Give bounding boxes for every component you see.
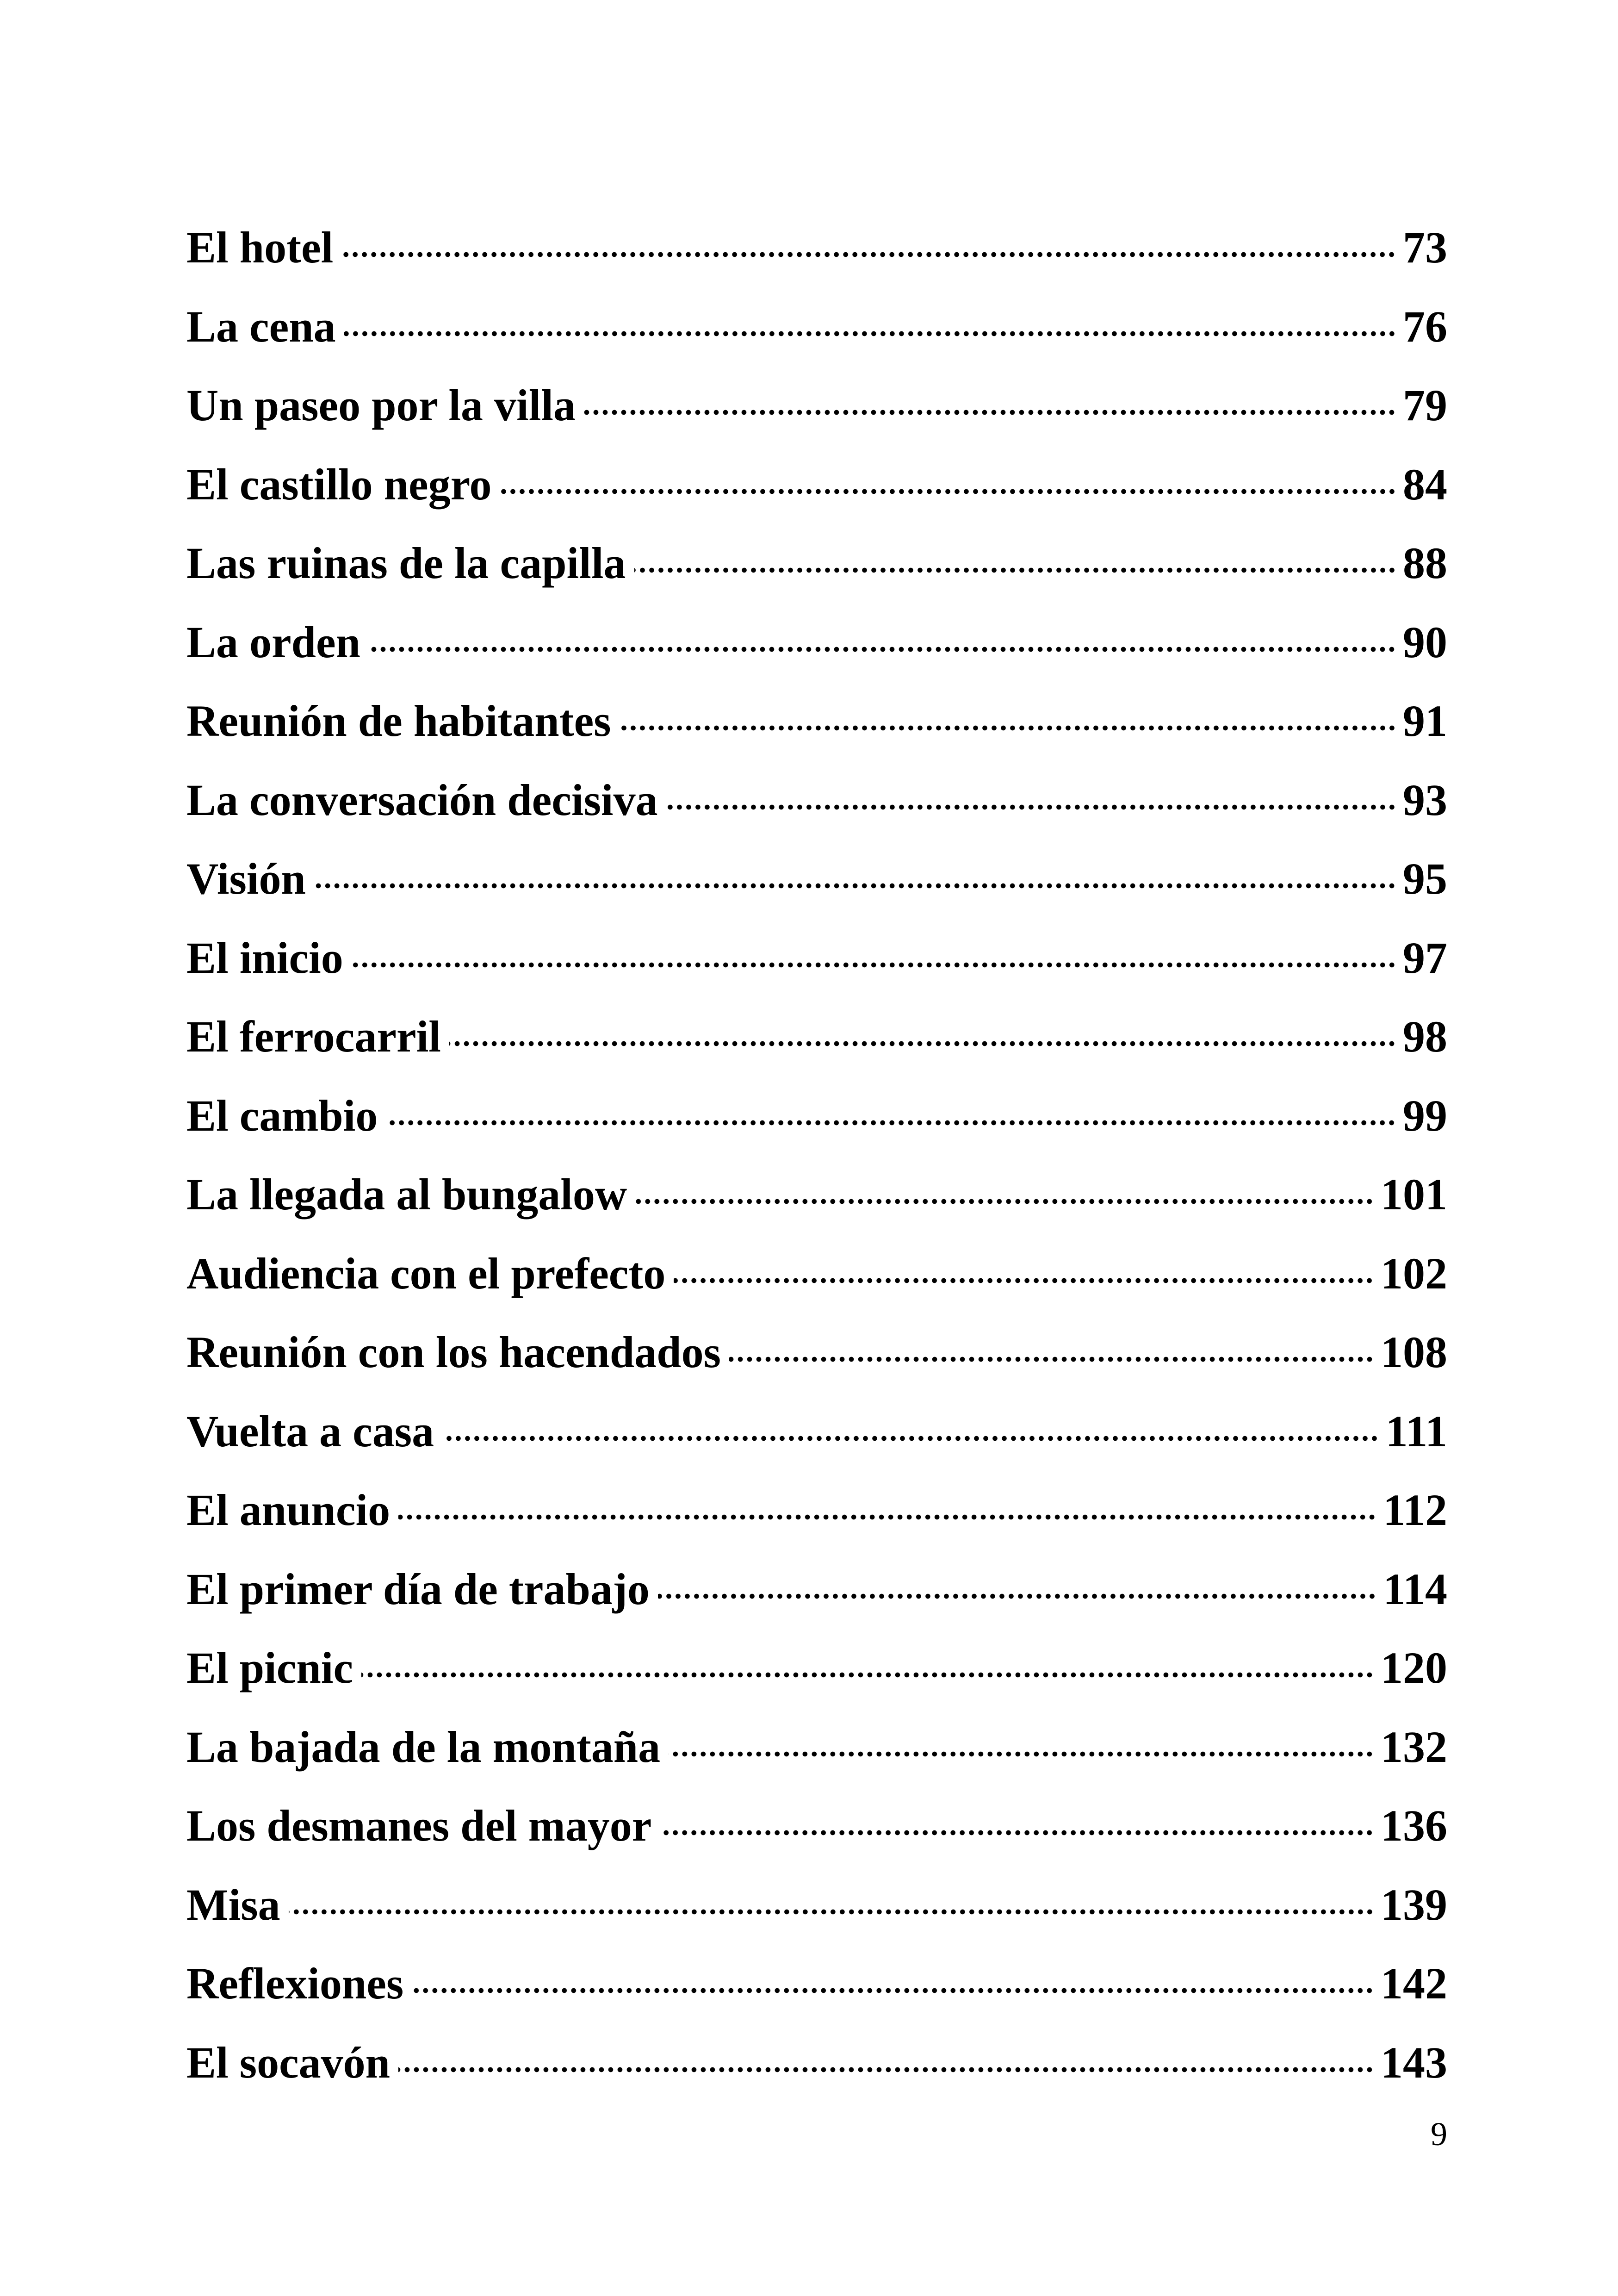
toc-dot-leader	[635, 1198, 1374, 1205]
toc-dot-leader	[369, 646, 1396, 653]
toc-entry-title: La conversación decisiva	[186, 775, 658, 825]
toc-entry-page: 114	[1383, 1564, 1447, 1614]
toc-entry-page: 93	[1403, 775, 1447, 825]
toc-entry	[186, 1076, 1447, 1156]
toc-entry-title: Vuelta a casa	[186, 1406, 434, 1456]
toc-dot-leader	[666, 804, 1396, 810]
toc-dot-leader	[500, 488, 1396, 495]
toc-entry	[186, 1234, 1447, 1313]
toc-entry	[186, 682, 1447, 761]
toc-entry	[186, 997, 1447, 1076]
toc-entry-title: Visión	[186, 854, 306, 904]
toc-entry-title: Audiencia con el prefecto	[186, 1248, 666, 1298]
toc-dot-leader	[386, 1120, 1396, 1126]
page-number: 9	[1431, 2116, 1447, 2153]
toc-entry-page: 111	[1385, 1406, 1447, 1456]
toc-entry-title: La bajada de la montaña	[186, 1722, 661, 1772]
toc-entry-title: El anuncio	[186, 1485, 391, 1535]
toc-entry	[186, 603, 1447, 682]
toc-entry-page: 84	[1403, 459, 1447, 509]
toc-entry-page: 142	[1381, 1959, 1447, 2009]
toc-entry	[186, 1629, 1447, 1708]
toc-entry-title: La cena	[186, 301, 336, 351]
toc-entry-page: 79	[1403, 380, 1447, 430]
toc-entry-page: 102	[1381, 1248, 1447, 1298]
toc-dot-leader	[674, 1277, 1374, 1284]
toc-dot-leader	[669, 1751, 1374, 1757]
toc-entry	[186, 445, 1447, 524]
toc-dot-leader	[620, 725, 1396, 731]
toc-entry-title: El castillo negro	[186, 459, 492, 509]
toc-entry-page: 76	[1403, 301, 1447, 351]
toc-entry	[186, 919, 1447, 998]
toc-entry-page: 101	[1381, 1170, 1447, 1220]
toc-dot-leader	[344, 330, 1396, 337]
toc-dot-leader	[658, 1593, 1376, 1599]
toc-entry-title: La llegada al bungalow	[186, 1170, 627, 1220]
toc-dot-leader	[442, 1435, 1379, 1442]
toc-entry-page: 139	[1381, 1879, 1447, 1929]
toc-entry-page: 99	[1403, 1090, 1447, 1140]
toc-entry-page: 143	[1381, 2037, 1447, 2087]
toc-dot-leader	[660, 1829, 1374, 1836]
toc-entry-title: El socavón	[186, 2037, 391, 2087]
toc-entry	[186, 1313, 1447, 1392]
toc-entry	[186, 366, 1447, 445]
toc-dot-leader	[634, 567, 1397, 573]
toc-entry-title: La orden	[186, 617, 361, 667]
toc-entry-page: 120	[1381, 1643, 1447, 1693]
toc-entry	[186, 524, 1447, 603]
toc-entry	[186, 1550, 1447, 1629]
toc-entry	[186, 1866, 1447, 1945]
toc-entry	[186, 1786, 1447, 1866]
toc-entry-title: Las ruinas de la capilla	[186, 538, 626, 588]
toc-entry-page: 88	[1403, 538, 1447, 588]
toc-entry-page: 90	[1403, 617, 1447, 667]
toc-entry-page: 91	[1403, 696, 1447, 746]
toc-entry-title: Reunión con los hacendados	[186, 1327, 721, 1377]
table-of-contents	[186, 208, 1447, 2087]
toc-entry	[186, 208, 1447, 287]
toc-entry-page: 98	[1403, 1012, 1447, 1062]
toc-entry-page: 112	[1383, 1485, 1447, 1535]
toc-entry-page: 108	[1381, 1327, 1447, 1377]
toc-entry	[186, 1944, 1447, 2023]
toc-entry-page: 97	[1403, 933, 1447, 983]
toc-entry-title: Reflexiones	[186, 1959, 404, 2009]
toc-dot-leader	[449, 1040, 1396, 1047]
toc-entry-title: Reunión de habitantes	[186, 696, 611, 746]
toc-dot-leader	[412, 1987, 1374, 1994]
toc-entry-title: El cambio	[186, 1090, 378, 1140]
toc-dot-leader	[584, 409, 1396, 416]
toc-dot-leader	[352, 962, 1396, 968]
toc-dot-leader	[398, 2066, 1374, 2073]
toc-entry-page: 136	[1381, 1801, 1447, 1851]
toc-dot-leader	[314, 883, 1396, 889]
toc-dot-leader	[398, 1514, 1376, 1520]
toc-entry-title: Un paseo por la villa	[186, 380, 576, 430]
toc-entry	[186, 1471, 1447, 1550]
toc-entry	[186, 840, 1447, 919]
toc-entry-title: El ferrocarril	[186, 1012, 441, 1062]
toc-entry-title: El inicio	[186, 933, 343, 983]
toc-entry	[186, 1392, 1447, 1471]
toc-entry	[186, 2023, 1447, 2103]
toc-dot-leader	[289, 1909, 1374, 1915]
toc-entry-page: 132	[1381, 1722, 1447, 1772]
toc-entry-title: Los desmanes del mayor	[186, 1801, 652, 1851]
toc-dot-leader	[361, 1672, 1374, 1678]
toc-entry-page: 73	[1403, 223, 1447, 273]
toc-dot-leader	[341, 251, 1396, 258]
toc-entry-title: El primer día de trabajo	[186, 1564, 650, 1614]
toc-entry-title: El picnic	[186, 1643, 353, 1693]
toc-entry	[186, 1708, 1447, 1787]
toc-entry	[186, 761, 1447, 840]
toc-dot-leader	[729, 1356, 1374, 1363]
toc-entry-title: El hotel	[186, 223, 334, 273]
toc-entry	[186, 287, 1447, 367]
toc-entry-page: 95	[1403, 854, 1447, 904]
toc-entry	[186, 1155, 1447, 1234]
toc-entry-title: Misa	[186, 1879, 280, 1929]
